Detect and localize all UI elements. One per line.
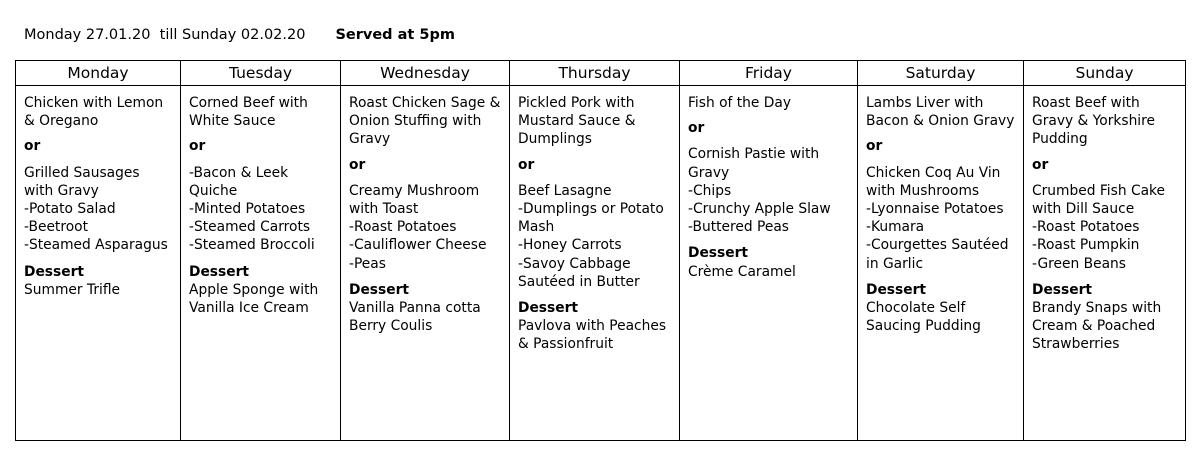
served-time: Served at 5pm <box>335 27 455 43</box>
dessert-heading: Dessert <box>189 263 249 280</box>
menu-cell-wednesday <box>341 86 510 441</box>
dessert-heading: Dessert <box>866 281 926 298</box>
main-dish-2: Grilled Sausages with Gravy <box>24 164 140 199</box>
menu-cell-tuesday <box>181 86 341 441</box>
side-item: -Steamed Broccoli <box>189 237 315 254</box>
main-dish-2: Chicken Coq Au Vin with Mushrooms <box>866 164 1001 199</box>
or-separator: or <box>24 138 41 155</box>
main-dish-2: Beef Lasagne <box>518 182 612 199</box>
or-separator: or <box>349 156 366 173</box>
menu-cell-saturday <box>858 86 1024 441</box>
day-header-tuesday: Tuesday <box>181 61 341 86</box>
side-item: -Crunchy Apple Slaw <box>688 201 831 218</box>
side-item: -Green Beans <box>1032 255 1126 272</box>
dessert-item: Vanilla Panna cotta Berry Coulis <box>349 300 481 335</box>
or-separator: or <box>518 156 535 173</box>
side-item: -Steamed Carrots <box>189 219 311 236</box>
side-item: -Potato Salad <box>24 201 116 218</box>
day-header-thursday: Thursday <box>510 61 680 86</box>
day-header-monday: Monday <box>16 61 181 86</box>
side-item: -Lyonnaise Potatoes <box>866 201 1004 218</box>
dessert-heading: Dessert <box>24 263 84 280</box>
dessert-item: Brandy Snaps with Cream & Poached Strawberries <box>1032 300 1162 353</box>
main-dish-2: Cornish Pastie with Gravy <box>688 146 820 181</box>
menu-cell-sunday <box>1024 86 1186 441</box>
side-item: -Cauliflower Cheese <box>349 237 487 254</box>
menu-cell-monday <box>16 86 181 441</box>
menu-cell-friday <box>680 86 858 441</box>
dessert-heading: Dessert <box>349 281 409 298</box>
main-dish-1: Pickled Pork with Mustard Sauce & Dumplings <box>518 95 636 148</box>
side-item: -Beetroot <box>24 219 88 236</box>
menu-row <box>16 86 1186 441</box>
main-dish-1: Roast Chicken Sage & Onion Stuffing with Gravy <box>349 95 501 148</box>
or-separator: or <box>1032 156 1049 173</box>
dessert-item: Apple Sponge with Vanilla Ice Cream <box>189 281 319 317</box>
side-item: -Savoy Cabbage Sautéed in Butter <box>518 255 640 290</box>
dessert-item: Crème Caramel <box>688 263 796 280</box>
side-item: -Honey Carrots <box>518 237 622 254</box>
side-item: -Buttered Peas <box>688 219 789 236</box>
or-separator: or <box>688 120 705 137</box>
day-header-row <box>16 61 1186 86</box>
day-header-saturday: Saturday <box>858 61 1024 86</box>
main-dish-1: Lambs Liver with Bacon & Onion Gravy <box>866 95 1015 130</box>
side-item: -Minted Potatoes <box>189 201 306 218</box>
or-separator: or <box>866 138 883 155</box>
side-item: -Bacon & Leek Quiche <box>189 164 289 199</box>
side-item: -Kumara <box>866 219 925 236</box>
side-item: -Roast Pumpkin <box>1032 237 1140 254</box>
menu-header <box>24 27 455 43</box>
or-separator: or <box>189 138 206 155</box>
dessert-item: Chocolate Self Saucing Pudding <box>866 300 981 335</box>
main-dish-1: Corned Beef with White Sauce <box>189 95 308 130</box>
main-dish-1: Roast Beef with Gravy & Yorkshire Pudding <box>1032 95 1155 148</box>
main-dish-2: Creamy Mushroom with Toast <box>349 182 480 218</box>
day-header-sunday: Sunday <box>1024 61 1186 86</box>
dessert-item: Pavlova with Peaches & Passionfruit <box>518 318 667 353</box>
dessert-heading: Dessert <box>1032 281 1092 298</box>
side-item: -Roast Potatoes <box>1032 219 1140 236</box>
side-item: -Chips <box>688 182 732 199</box>
side-item: -Dumplings or Potato Mash <box>518 201 664 236</box>
day-header-wednesday: Wednesday <box>341 61 510 86</box>
menu-cell-thursday <box>510 86 680 441</box>
main-dish-1: Fish of the Day <box>688 95 792 111</box>
side-item: -Roast Potatoes <box>349 219 457 236</box>
dessert-item: Summer Trifle <box>24 281 121 298</box>
weekly-menu-table <box>15 60 1186 441</box>
main-dish-2: Crumbed Fish Cake with Dill Sauce <box>1032 182 1166 218</box>
day-header-friday: Friday <box>680 61 858 86</box>
dessert-heading: Dessert <box>688 245 748 262</box>
date-range: Monday 27.01.20 till Sunday 02.02.20 <box>24 27 306 43</box>
dessert-heading: Dessert <box>518 300 578 317</box>
side-item: -Steamed Asparagus <box>24 237 168 254</box>
side-item: -Courgettes Sautéed in Garlic <box>866 237 1009 272</box>
side-item: -Peas <box>349 255 386 272</box>
main-dish-1: Chicken with Lemon & Oregano <box>24 95 164 130</box>
